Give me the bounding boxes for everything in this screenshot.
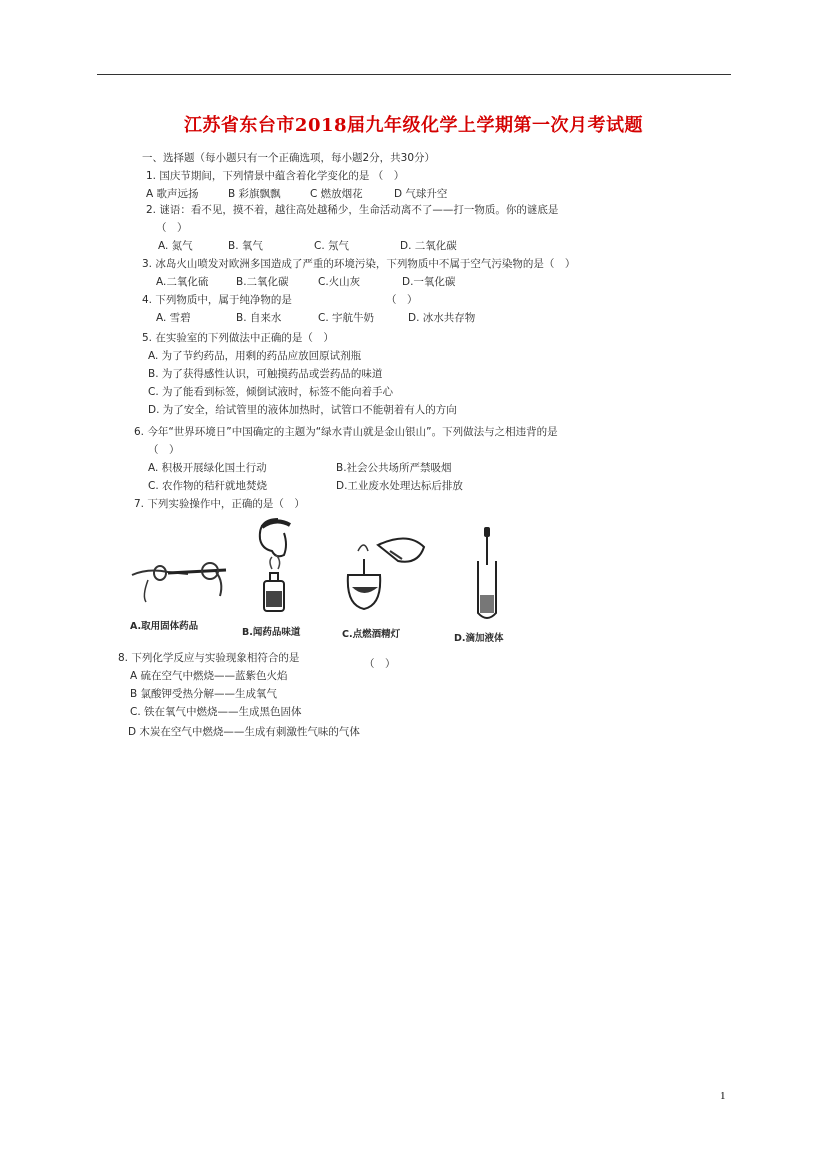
- question-5-option-b: B. 为了获得感性认识，可触摸药品或尝药品的味道: [148, 368, 383, 380]
- question-1-option-c: C 燃放烟花: [310, 188, 363, 200]
- scanned-exam: [118, 140, 628, 770]
- header-rule: [97, 74, 731, 75]
- question-3-option-b: B.二氧化碳: [236, 276, 289, 288]
- question-6-option-c: C. 农作物的秸秆就地焚烧: [148, 480, 268, 492]
- question-4-option-b: B. 自来水: [236, 312, 282, 324]
- page-number: 1: [720, 1090, 726, 1102]
- question-1-option-a: A 歌声远扬: [146, 188, 199, 200]
- question-8-option-d: D 木炭在空气中燃烧——生成有刺激性气味的气体: [128, 726, 360, 738]
- question-5-option-d: D. 为了安全，给试管里的液体加热时，试管口不能朝着有人的方向: [148, 404, 457, 416]
- question-6-option-a: A. 积极开展绿化国土行动: [148, 462, 267, 474]
- question-3-stem: 3. 冰岛火山喷发对欧洲多国造成了严重的环境污染，下列物质中不属于空气污染物的是（ ）: [142, 258, 576, 270]
- question-7-option-c: C.点燃酒精灯: [342, 629, 401, 640]
- question-5-option-c: C. 为了能看到标签，倾倒试液时，标签不能向着手心: [148, 386, 394, 398]
- question-4-option-a: A. 雪碧: [156, 312, 191, 324]
- question-8-option-b: B 氯酸钾受热分解——生成氧气: [130, 688, 278, 700]
- question-4-option-c: C. 宇航牛奶: [318, 312, 375, 324]
- solid-sampling-illustration: [128, 540, 238, 610]
- question-7-option-b: B.闻药品味道: [242, 627, 301, 638]
- alcohol-lamp-illustration: [338, 525, 438, 620]
- question-6-option-d: D.工业废水处理达标后排放: [336, 480, 463, 492]
- question-4-option-d: D. 冰水共存物: [408, 312, 476, 324]
- question-6-stem: 6. 今年“世界环境日”中国确定的主题为“绿水青山就是金山银山”。下列做法与之相违背的是: [134, 426, 558, 438]
- question-8-option-a: A 硫在空气中燃烧——蓝紫色火焰: [130, 670, 288, 682]
- smell-reagent-illustration: [248, 515, 328, 620]
- question-8-option-c: C. 铁在氧气中燃烧——生成黑色固体: [130, 706, 302, 718]
- question-2-option-c: C. 氖气: [314, 240, 350, 252]
- question-2-option-b: B. 氧气: [228, 240, 263, 252]
- question-1-option-b: B 彩旗飘飘: [228, 188, 281, 200]
- question-4-stem: 4. 下列物质中，属于纯净物的是: [142, 294, 292, 306]
- question-7-option-a: A.取用固体药品: [130, 621, 199, 632]
- question-2-stem: 2. 谜语：看不见，摸不着，越往高处越稀少，生命活动离不了——打一物质。你的谜底是: [146, 204, 559, 216]
- question-4-bracket: （ ）: [386, 294, 418, 306]
- question-8-stem: 8. 下列化学反应与实验现象相符合的是: [118, 652, 300, 664]
- question-6-bracket: （ ）: [148, 444, 180, 456]
- question-1-option-d: D 气球升空: [394, 188, 448, 200]
- question-7-stem: 7. 下列实验操作中，正确的是（ ）: [134, 498, 305, 510]
- question-2-option-d: D. 二氧化碳: [400, 240, 457, 252]
- section-heading: 一、选择题（每小题只有一个正确选项，每小题2分，共30分）: [142, 152, 436, 164]
- page-title: 江苏省东台市2018届九年级化学上学期第一次月考试题: [183, 115, 644, 136]
- question-1-stem: 1. 国庆节期间，下列情景中蕴含着化学变化的是 （ ）: [146, 170, 405, 182]
- question-6-option-b: B.社会公共场所严禁吸烟: [336, 462, 452, 474]
- question-3-option-a: A.二氧化硫: [156, 276, 209, 288]
- question-5-option-a: A. 为了节约药品，用剩的药品应放回原试剂瓶: [148, 350, 362, 362]
- question-7-option-d: D.滴加液体: [454, 633, 504, 644]
- dropper-illustration: [468, 525, 508, 625]
- question-2-bracket: （ ）: [156, 222, 188, 234]
- question-3-option-d: D.一氧化碳: [402, 276, 456, 288]
- question-8-bracket: （ ）: [364, 658, 396, 670]
- question-3-option-c: C.火山灰: [318, 276, 361, 288]
- question-5-stem: 5. 在实验室的下列做法中正确的是（ ）: [142, 332, 334, 344]
- question-2-option-a: A. 氮气: [158, 240, 193, 252]
